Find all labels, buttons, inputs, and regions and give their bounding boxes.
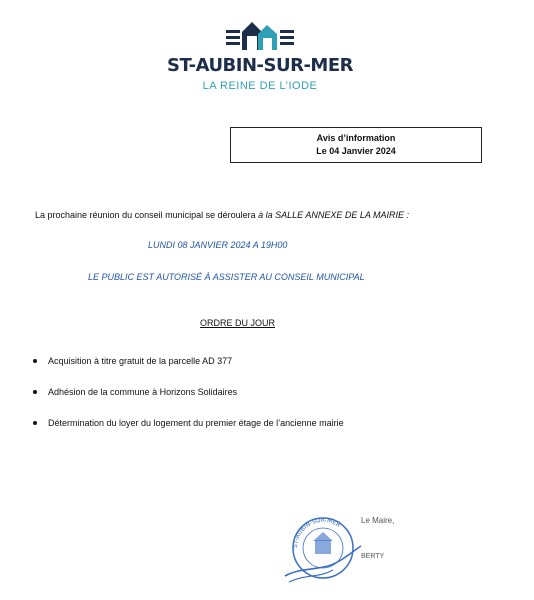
- agenda-item-text: Détermination du loyer du logement du premier étage de l’ancienne mairie: [48, 418, 344, 428]
- municipal-logo: [160, 20, 360, 100]
- houses-logo-icon: [220, 20, 300, 52]
- official-stamp: [283, 510, 363, 586]
- notice-box: [230, 127, 482, 163]
- bullet-icon: [33, 421, 37, 425]
- agenda-item-text: Adhésion de la commune à Horizons Solidaires: [48, 387, 238, 397]
- notice-date: Le 04 Janvier 2024: [316, 146, 396, 156]
- meeting-venue: à la SALLE ANNEXE DE LA MAIRIE :: [258, 210, 410, 220]
- logo-title: ST-AUBIN-SUR-MER: [167, 55, 353, 76]
- notice-heading: Avis d’information: [316, 133, 396, 143]
- signature-title: Le Maire,: [361, 516, 395, 525]
- stamp-text: ST-AUBIN-SUR-MER: [291, 516, 342, 549]
- agenda-item: [30, 387, 344, 418]
- public-note: LE PUBLIC EST AUTORISÉ À ASSISTER AU CONSEIL MUNICIPAL: [88, 272, 365, 282]
- meeting-date: LUNDI 08 JANVIER 2024 A 19H00: [148, 240, 288, 250]
- intro-text: La prochaine réunion du conseil municipal se déroulera: [35, 210, 259, 220]
- bullet-icon: [33, 390, 37, 394]
- agenda-list: [30, 356, 344, 449]
- agenda-item: [30, 356, 344, 387]
- signature-name: BERTY: [361, 553, 385, 560]
- agenda-title: ORDRE DU JOUR: [200, 318, 276, 328]
- logo-subtitle: LA REINE DE L’IODE: [202, 80, 318, 92]
- agenda-item: [30, 418, 344, 449]
- intro-paragraph: [35, 210, 409, 220]
- bullet-icon: [33, 359, 37, 363]
- agenda-item-text: Acquisition à titre gratuit de la parcelle AD 377: [48, 356, 233, 366]
